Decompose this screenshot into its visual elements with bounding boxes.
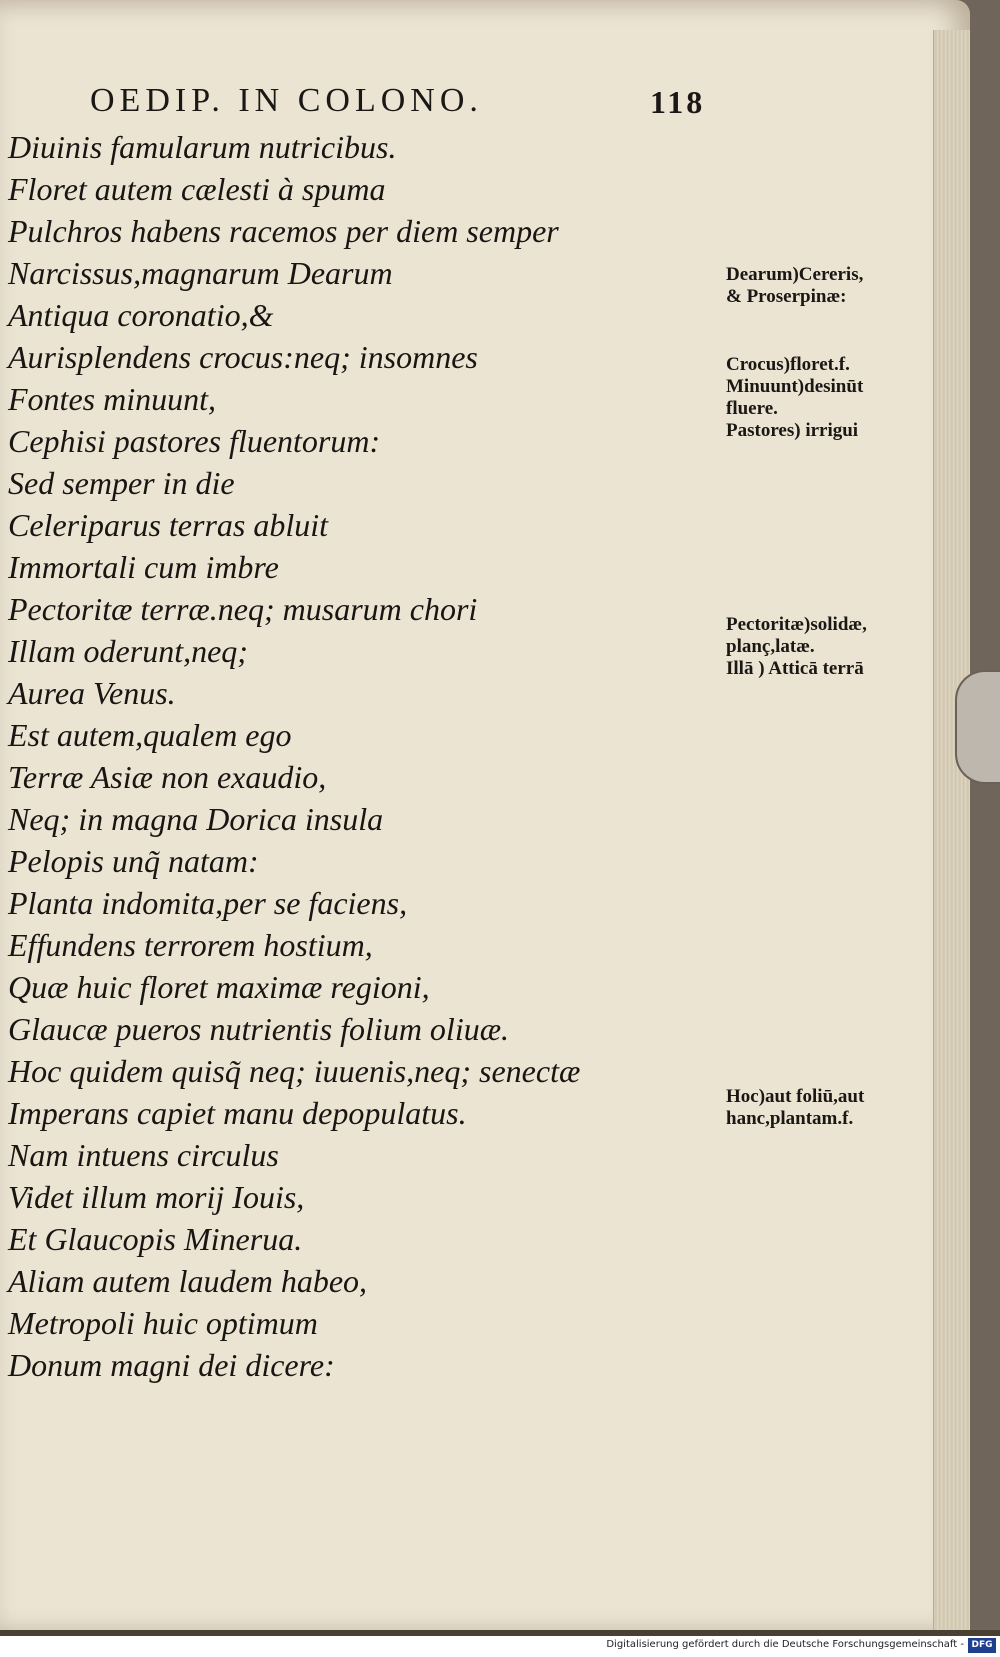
gloss-line: hanc,plantam.f. — [726, 1108, 854, 1129]
verse-line: Sed semper in die — [8, 465, 235, 501]
page-tab-marker — [955, 670, 1000, 784]
verse-line: Floret autem cælesti à spuma — [8, 171, 386, 207]
verse-line: Narcissus,magnarum Dearum — [8, 255, 393, 291]
folio-number: 118 — [650, 84, 706, 120]
verse-line: Planta indomita,per se faciens, — [8, 885, 408, 921]
verse-block — [8, 126, 648, 1386]
verse-line: Neq; in magna Dorica insula — [8, 801, 384, 837]
gloss-line: Hoc)aut foliū,aut — [726, 1086, 865, 1107]
verse-line: Fontes minuunt, — [8, 381, 216, 417]
marginal-gloss-hoc — [726, 1086, 864, 1130]
verse-line: Pulchros habens racemos per diem semper — [8, 213, 559, 249]
verse-line: Pelopis unq̃ natam: — [8, 843, 259, 879]
verse-line: Metropoli huic optimum — [8, 1305, 318, 1341]
gloss-line: planç,latæ. — [726, 636, 815, 657]
verse-line: Celeriparus terras abluit — [8, 507, 329, 543]
verse-line: Videt illum morij Iouis, — [8, 1179, 305, 1215]
marginal-gloss-dearum — [726, 264, 863, 308]
gloss-line: Illā ) Atticā terrā — [726, 658, 864, 679]
footer-credit: Digitalisierung gefördert durch die Deutsche Forschungsgemeinschaft - — [606, 1639, 964, 1650]
running-title: OEDIP. IN COLONO. — [90, 82, 483, 119]
verse-line: Cephisi pastores fluentorum: — [8, 423, 381, 459]
gloss-line: Dearum)Cereris, — [726, 264, 864, 285]
verse-line: Illam oderunt,neq; — [8, 633, 248, 669]
verse-line: Hoc quidem quisq̃ neq; iuuenis,neq; senectæ — [8, 1053, 581, 1089]
verse-line: Immortali cum imbre — [8, 549, 279, 585]
gloss-line: & Proserpinæ: — [726, 286, 847, 307]
verse-line: Glaucæ pueros nutrientis folium oliuæ. — [8, 1011, 510, 1047]
verse-line: Donum magni dei dicere: — [8, 1347, 335, 1383]
verse-line: Pectoritæ terræ.neq; musarum chori — [8, 591, 478, 627]
verse-line: Imperans capiet manu depopulatus. — [8, 1095, 467, 1131]
verse-line: Aurea Venus. — [8, 675, 176, 711]
gloss-line: fluere. — [726, 398, 778, 419]
gloss-line: Pectoritæ)solidæ, — [726, 614, 867, 635]
page-edge-stack — [933, 30, 970, 1630]
gloss-line: Pastores) irrigui — [726, 420, 859, 441]
verse-line: Effundens terrorem hostium, — [8, 927, 373, 963]
verse-line: Diuinis famularum nutricibus. — [8, 129, 397, 165]
verse-line: Aurisplendens crocus:neq; insomnes — [8, 339, 478, 375]
verse-line: Terræ Asiæ non exaudio, — [8, 759, 327, 795]
verse-line: Aliam autem laudem habeo, — [8, 1263, 368, 1299]
digitization-footer — [0, 1636, 1000, 1657]
marginal-gloss-pectoritae — [726, 614, 867, 680]
dfg-logo-icon: DFG — [968, 1638, 996, 1653]
verse-line: Est autem,qualem ego — [8, 717, 292, 753]
verse-line: Et Glaucopis Minerua. — [8, 1221, 303, 1257]
marginal-gloss-crocus — [726, 354, 863, 442]
gloss-line: Minuunt)desinūt — [726, 376, 864, 397]
verse-line: Quæ huic floret maximæ regioni, — [8, 969, 430, 1005]
verse-line: Antiqua coronatio,& — [8, 297, 274, 333]
gloss-line: Crocus)floret.f. — [726, 354, 850, 375]
verse-line: Nam intuens circulus — [8, 1137, 279, 1173]
